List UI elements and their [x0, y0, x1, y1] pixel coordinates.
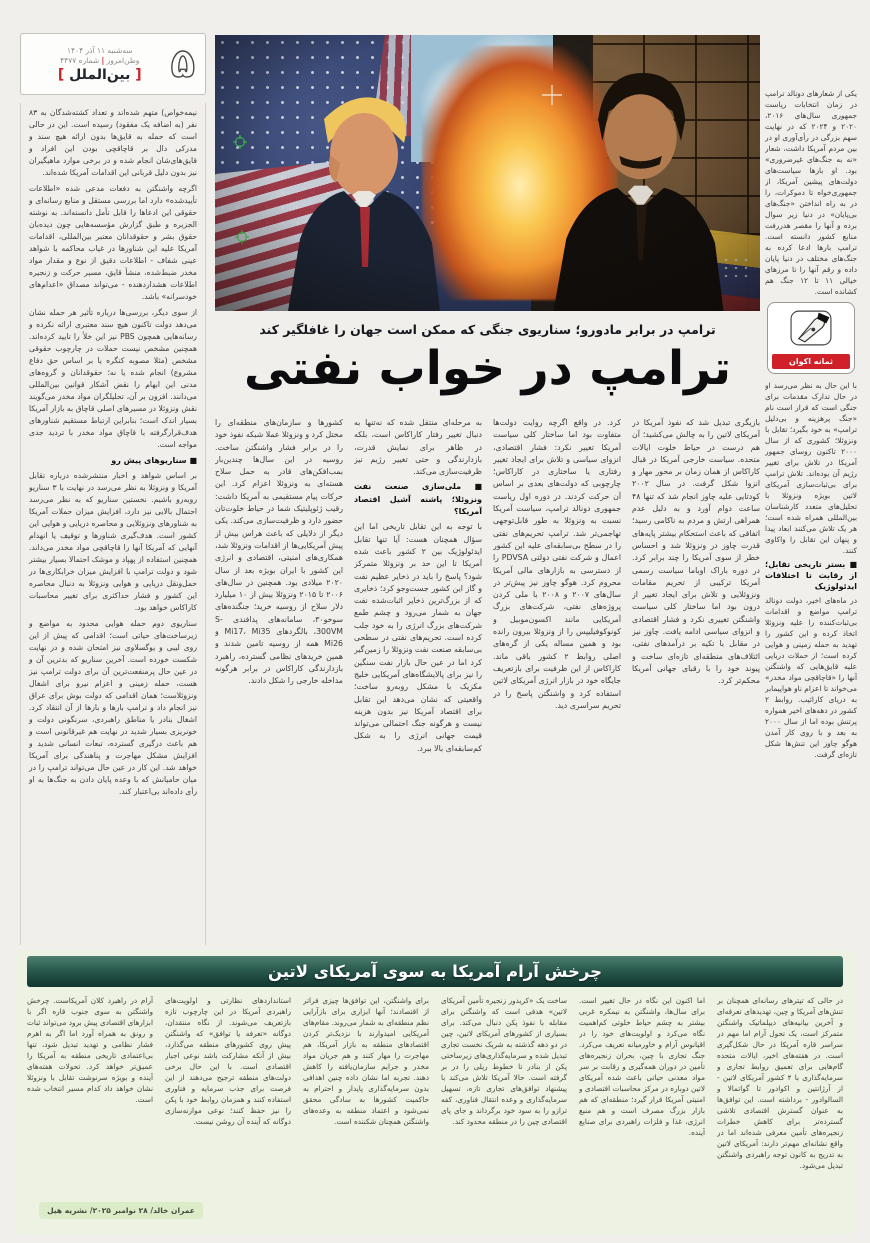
date: سه‌شنبه ۱۱ آذر ۱۴۰۴ — [67, 45, 133, 55]
bottom-article-title: چرخش آرام آمریکا به سوی آمریکای لاتین — [27, 956, 843, 987]
issue-line — [29, 56, 171, 65]
rail-paragraph: یکی از شعارهای دونالد ترامپ در زمان انتخابات ریاست جمهوری سال‌های ۲۰۱۶، ۲۰۲۰ و ۲۰۲۴ که در نهایت سهم بزرگی در رأی‌آوری او در بین مردم آمریکا داشت، شعار «نه به جنگ‌های غیرضروری» بود. او بارها سیاست‌های دولت‌های پیشین آمریکا، از جمهوری‌خواه تا دموکرات، را در به راه انداختن «جنگ‌های بی‌پایان» در دنیا زیر سوال برده و آنها را مقصر هدررفت منابع کشور دانسته است. ترامپ بارها ادعا کرده به جنگ‌های مختلف در دنیا پایان داده و رقم آنها را تا مرزهای خیالی ۱۱ تا ۱۲ جنگ هم کشانده است. — [765, 89, 857, 296]
article-column-2 — [493, 417, 621, 945]
bottom-column-2: اما اکنون این نگاه در حال تغییر است. برای سال‌ها، واشنگتن به نیمکره غربی بیشتر به چشم حیاط خلوتی کم‌اهمیت نگاه می‌کرد و اولویت‌های خود را در اقیانوس آرام و خاورمیانه تعریف می‌کرد. جنگ تجاری با چین، بحران زنجیره‌های تأمین در دوران همه‌گیری و رقابت بر سر مواد معدنی حیاتی باعث شده آمریکای لاتین دوباره در مرکز محاسبات اقتصادی و امنیتی آمریکا قرار گیرد؛ منطقه‌ای که هم بازار بزرگ مصرف است و هم منبع انرژی، غذا و فلزات راهبردی برای صنایع آینده. — [579, 996, 705, 1137]
sidebar-paragraph: اگرچه واشنگتن به دفعات مدعی شده «اطلاعات تأییدشده» دارد اما بررسی مستقل و منابع رسانه‌ای و حقوقی این ادعاها را قابل تأمل دانسته‌اند. به نوشته الجزیره و طبق گزارش مؤسسه‌هایی چون دیده‌بان حقوق بشر و حقوقدانان معتبر بین‌المللی، اقدامات آمریکا علیه این شناورها در غیاب محاکمه با شواهد عینی شفاف - اطلاعات دقیق از نوع و مقدار مواد مخدر ضبط‌شده، منشأ قایق، مسیر حرکت و زنجیره اطلاعات هشداردهنده - می‌تواند مصداق «اعدام‌های خودسرانه» باشد. — [29, 184, 197, 301]
lead-photo — [215, 35, 760, 311]
sidebar-subhead: ■ سناریوهای پیش رو — [111, 456, 197, 465]
sidebar-paragraph: نیمه‌خواص) متهم شده‌اند و تعداد کشته‌شدگان به ۸۳ نفر (به اضافه یک مفقود) رسیده است. این در حالی است که حمله به قایق‌ها بدون ارائه هیچ سند و مدرکی دال بر قاچاقچی بودن این افراد و قایق‌های‌شان انجام شده و در برخی موارد ماهیگیران نیز بدون دلیل قربانی این اقدامات آمریکا شده‌اند. — [29, 108, 197, 177]
bottom-column-6: آرام در راهبرد کلان آمریکاست. چرخش واشنگتن به سوی جنوب قاره اگر با ابزارهای اقتصادی پیش برود می‌تواند ثبات و رونق به همراه آورد اما اگر به اهرم فشار نظامی و تهدید تبدیل شود، تنها بی‌اعتمادی تاریخی منطقه به آمریکا را عمیق‌تر خواهد کرد. تحولات هفته‌های آینده و بویژه سرنوشت تقابل با ونزوئلا نشان خواهد داد کدام مسیر انتخاب شده است. — [27, 996, 153, 1104]
kicker: ترامپ در برابر مادورو؛ سناریوی جنگی که ممکن است جهان را غافلگیر کند — [259, 322, 716, 337]
sidebar-paragraph: از سوی دیگر، بررسی‌ها درباره تأثیر هر حمله نشان می‌دهد دولت تاکنون هیچ سند معتبری ارائه نکرده و رسانه‌هایی همچون PBS نیز این خلأ را تایید کرده‌اند. همچنین مشخص نیست حملات در چارچوب حقوقی مشخص (مثلا مصوبه کنگره یا بر اساس حق دفاع مشروع) انجام شده یا نه؛ حقوقدانان و گروه‌های مدنی این ابهام را نقض آشکار قوانین بین‌المللی می‌دانند. افزون بر آن، تحلیلگران مواد مخدر می‌گویند نقش ونزوئلا در مسیرهای اصلی قاچاق به بازار آمریکا بسیار اندک است؛ بنابراین ارتباط مستقیم شناورهای هدف‌قرارگرفته با قاچاق مواد مخدر با تردید جدی مواجه است. — [29, 308, 197, 449]
article-column-1 — [632, 417, 760, 945]
body-subhead: ■ ملی‌سازی صنعت نفت ونزوئلا؛ پاشنه آشیل اقتصاد آمریکا؟ — [354, 482, 482, 517]
masthead-meta — [29, 46, 171, 83]
byline: عمران خالد/ ۲۸ نوامبر ۲۰۲۵/ نشریه هیل — [39, 1202, 203, 1219]
body-paragraph: با توجه به این تقابل تاریخی اما این سؤال همچنان هست: آیا تنها تقابل ایدئولوژیک بین ۲ کشور باعث شده آمریکا تا این حد بر ونزوئلا متمرکز شود؟ پاسخ را باید در ذخایر عظیم نفت و گاز این کشور جست‌وجو کرد؛ ذخایری که از بزرگ‌ترین ذخایر اثبات‌شده نفت جهان به شمار می‌رود و چشم طمع شرکت‌های بزرگ انرژی را به خود جلب کرده است. تحریم‌های نفتی در سطحی بی‌سابقه صنعت نفت ونزوئلا را زمین‌گیر کرد اما در عین حال بازار نفت سنگین را نیز برای پالایشگاه‌های آمریکایی خلیج مکزیک با مشکل روبه‌رو ساخت؛ واقعیتی که نشان می‌دهد این تقابل برای اقتصاد آمریکا نیز بدون هزینه نیست و هرگونه جنگ احتمالی می‌تواند قیمت جهانی انرژی را به شکل کم‌سابقه‌ای بالا ببرد. — [354, 522, 482, 753]
body-paragraph: کرد. در واقع اگرچه روایت دولت‌ها متفاوت بود اما ساختار کلی سیاست آمریکا تغییر نکرد: فشار اقتصادی، انزوای سیاسی و تلاش برای ایجاد تغییر رفتاری یا ساختاری در کاراکاس؛ چارچوبی که دولت‌های بعدی بر اساس آن حرکت کردند. در دوره اول ریاست جمهوری دونالد ترامپ، سیاست آمریکا نسبت به ونزوئلا به طور قابل‌توجهی تهاجمی‌تر شد. ترامپ تحریم‌های نفتی را در سطح بی‌سابقه‌ای علیه این کشور اعمال و شرکت نفتی دولتی PDVSA را از دسترسی به بازارهای مالی آمریکا محروم کرد. هوگو چاوز نیز پیش‌تر در سال‌های ۲۰۰۷ و ۲۰۰۸ با ملی کردن پروژه‌های نفتی، شرکت‌های بزرگ آمریکایی مانند اکسون‌موبیل و کونوکوفیلیپس را از ونزوئلا بیرون رانده بود و همین مساله یکی از گره‌های اصلی روابط ۲ کشور باقی ماند. کاراکاس از این ظرفیت برای بازتعریف جایگاه خود در بازار انرژی آمریکای لاتین استفاده کرد و واشنگتن پاسخ را در تحریم سراسری دید. — [493, 418, 621, 710]
sidebar-paragraph: بر اساس شواهد و اخبار منتشرشده درباره تقابل آمریکا و ونزوئلا به نظر می‌رسد در نهایت با ۳ سناریو روبه‌رو باشیم. نخستین سناریو که به نظر می‌رسد احتمال بالایی نیز دارد، افزایش میزان حملات آمریکا به شناورهای ونزوئلایی و محاصره دریایی و هوایی این کشور است. هدف‌گیری شناورها و توقیف یا انهدام آنهایی که آمریکا آنها را قاچاقچی مواد مخدر می‌داند. همچنین استفاده از پهپاد و موشک احتمالا بسیار بیشتر شود و دولت ترامپ با افزایش میزان خرابکاری‌ها در حمل‌ونقل دریایی و هوایی ونزوئلا به دنبال محاصره این کشور و فشار حداکثری برای تغییر محاسبات کاراکاس خواهد بود. — [29, 471, 198, 612]
article-column-4 — [215, 417, 343, 945]
page-number: ۵ — [170, 41, 195, 87]
bracket-open: [ — [135, 66, 142, 83]
masthead — [20, 33, 206, 95]
body-paragraph: بازیگری تبدیل شد که نفوذ آمریکا در آمریکای لاتین را به چالش می‌کشید؛ آن هم درست در حیاط خلوت ایالات متحده. سیاست خارجی آمریکا در قبال کاراکاس از همان زمان بر محور مهار و انزوا شکل گرفت. در سال ۲۰۰۲ کودتایی علیه چاوز انجام شد که تنها ۴۸ ساعت دوام آورد و به دلیل عدم همراهی ارتش و مردم به ناکامی رسید؛ اتفاقی که باعث استحکام بیشتر پایه‌های قدرت چاوز در ونزوئلا شد و احساس خطر از سوی آمریکا را چند برابر کرد. در دوره باراک اوباما سیاست رسمی آمریکا ترکیبی از تحریم مقامات ونزوئلایی و تلاش برای ایجاد تغییر از درون بود اما ساختار کلی سیاست واشنگتن تغییری نکرد و فشار اقتصادی و انزوای سیاسی ادامه یافت. چاوز نیز در مقابل با تکیه بر درآمدهای نفتی، ائتلاف‌های منطقه‌ای تازه‌ای ساخت و پیوند خود را با رقبای جهانی آمریکا محکم‌تر کرد. — [632, 418, 760, 686]
section-name: بین‌الملل — [69, 66, 131, 83]
sidebar-paragraph: سناریوی دوم حمله هوایی محدود به مواضع و زیرساخت‌های حیاتی است؛ اقدامی که پیش از این روی لیبی و یوگسلاوی نیز امتحان شده و در نهایت شکست خورده است. آخرین سناریو که بدترین آن و در عین حال پرمنفعت‌ترین آن برای دولت ترامپ نیز هست، حمله زمینی و اعزام نیرو برای اشغال ونزوئلاست؛ همان اقدامی که دولت بوش برای عراق نیز انجام داد و ترامپ بارها و بارها از آن انتقاد کرد. اشغال بنادر یا مناطق راهبردی، سرنگونی دولت و خونریزی بسیار شدید در نهایت هم غیرقانونی است و هم باعث درگیری گسترده، تبعات انسانی شدید و افزایش مشکل مهاجرت و پناهندگی برای آمریکا خواهد شد. این کار در عین حال می‌تواند ترامپ را در میان حامیانش که با وعده پایان دادن به جنگ‌ها به او رأی داده‌اند بی‌اعتبار کند. — [29, 619, 197, 796]
bracket-close: ] — [57, 66, 65, 83]
bottom-column-4: برای واشنگتن، این توافق‌ها چیزی فراتر از اقتصادند؛ آنها ابزاری برای بازآرایی نظم منطقه‌ای به شمار می‌روند. مقام‌های آمریکایی امیدوارند با نزدیک‌تر کردن اقتصادهای منطقه به بازار آمریکا، هم مهاجرت را مهار کنند و هم جریان مواد مخدر و جرایم سازمان‌یافته را کاهش دهند. تجربه اما نشان داده چنین اهدافی بدون سرمایه‌گذاری پایدار و احترام به حاکمیت کشورها به سادگی محقق نمی‌شود و اعتماد منطقه به وعده‌های واشنگتن همچنان شکننده است. — [303, 996, 429, 1126]
rail-column — [765, 88, 857, 945]
bottom-article-panel — [15, 950, 855, 1235]
article-column-3 — [354, 417, 482, 945]
divider: | — [101, 55, 105, 65]
headline: ترامپ در خواب نفتی — [243, 341, 731, 396]
body-paragraph: کشورها و سازمان‌های منطقه‌ای را مختل کرد و ونزوئلا عملا شبکه نفوذ خود را در برابر فشار واشنگتن ساخت. روسیه در این سال‌ها چندین‌بار بمب‌افکن‌های قادر به حمل سلاح هسته‌ای به ونزوئلا اعزام کرد. این حرکات پیام مستقیمی به آمریکا داشت: رقیب ژئوپلیتیک شما در حیاط خلوت‌تان حضور دارد و ظرفیت‌سازی می‌کند. یکی دیگر از دلایلی که باعث هراس بیش از پیش آمریکایی‌ها از اقدامات ونزوئلا شد، همکاری‌های امنیتی، اقتصادی و انرژی این کشور با ایران بویژه بعد از سال ۲۰۲۰ میلادی بود. همچنین در سال‌های ۲۰۰۶ تا ۲۰۱۵ ونزوئلا بیش از ۱۰ میلیارد دلار سلاح از روسیه خرید؛ جنگنده‌های سوخو۳۰، سامانه‌های پدافندی S-300VM، بالگردهای Mi17، Mi35 و Mi26 همه از روسیه تامین شدند و همین خریدهای نظامی گسترده، راهبرد بازدارندگی کاراکاس در برابر هرگونه مداخله خارجی را شکل دادند. — [215, 418, 343, 686]
photo-vignette — [215, 35, 760, 311]
rail-paragraph: در ماه‌های اخیر، دولت دونالد ترامپ مواضع و اقدامات بی‌ثبات‌کننده را علیه ونزوئلا اتخاذ کرده و این کشور را تهدید به حمله زمینی و هوایی کرده است؛ از حملات دریایی علیه قایق‌هایی که واشنگتن آنها را «قاچاقچی مواد مخدر» می‌خواند تا اعزام ناو هواپیمابر به دریای کارائیب. روابط ۲ کشور در دهه‌های اخیر همواره پرتنش بوده اما از سال ۲۰۰۰ به بعد و با روی کار آمدن هوگو چاوز این تنش‌ها شکل تازه‌ای گرفت. — [765, 596, 857, 759]
paper-name: وطن‌امروز — [106, 55, 140, 65]
rail-paragraph: با این حال به نظر می‌رسد او در حال تدارک مقدمات برای جنگی است که قرار است نام «جنگ پرهزینه و بی‌دلیل ترامپ» به خود بگیرد؛ تقابل با ونزوئلا؛ کشوری که از سال ۲۰۰۰ تاکنون روسای جمهور آمریکا در تلاش برای تغییر رژیم آن بوده‌اند. تلاش ترامپ برای بی‌ثبات‌سازی آمریکای لاتین بویژه ونزوئلا با تحلیل‌های متعدد کارشناسان بین‌المللی همراه شده است؛ هر یک تلاش می‌کنند ابعاد پیدا و پنهان این تقابل را واکاوی کنند. — [765, 381, 857, 555]
rail-subhead: ■ بستر تاریخی تقابل؛ از رقابت تا اختلافات ایدئولوژیک — [765, 560, 857, 591]
bottom-column-3: ساخت یک «کریدور زنجیره تأمین آمریکای لاتین» هدفی است که واشنگتن برای مقابله با نفوذ پکن دنبال می‌کند. برای بسیاری از کشورهای آمریکای لاتین، چین در دو دهه گذشته به شریک نخست تجاری تبدیل شده و سرمایه‌گذاری‌های زیرساختی پکن از بنادر تا خطوط ریلی را در بر گرفته است. حالا آمریکا تلاش می‌کند با پیشنهاد توافق‌های تجاری تازه، تسهیل سرمایه‌گذاری و وعده انتقال فناوری، کفه ترازو را به سود خود برگرداند و جای پای اقتصادی چین را در منطقه محدود کند. — [441, 996, 567, 1126]
sidebar-column — [20, 103, 206, 945]
author-name: ثمانه اکوان — [772, 354, 850, 369]
bottom-article-body — [27, 995, 843, 1217]
pen-nib-icon — [788, 308, 834, 348]
bottom-column-1: در حالی که تیترهای رسانه‌ای همچنان بر تنش‌های آمریکا و چین، تهدیدهای تعرفه‌ای و آخرین بیانیه‌های دیپلماتیک واشنگتن متمرکز است، یک تحول آرام اما مهم در سراسر قاره آمریکا در حال شکل‌گیری است. در هفته‌های اخیر، ایالات متحده گام‌هایی برای تعمیق روابط تجاری و سرمایه‌گذاری با ۴ کشور آمریکای لاتین - از آرژانتین و اکوادور تا گواتمالا و السالوادور - برداشته است. این توافق‌ها به عنوان گسترش اقتصادی تلاشی گسترده‌تر برای کاهش خطرات زنجیره‌های تأمین معرفی شده‌اند اما در واقع نشانه‌ای مهم‌تر دارند: آمریکای لاتین به تدریج به کانون توجه راهبردی واشنگتن تبدیل می‌شود. — [717, 996, 843, 1170]
issue-number: شماره ۴۴۷۷ — [60, 55, 100, 65]
article-body — [215, 417, 760, 945]
body-paragraph: به مرحله‌ای منتقل شده که نه‌تنها به دنبال تغییر رفتار کاراکاس است، بلکه در ظاهر برای نمایش قدرت، بازدارندگی و حتی تغییر رژیم نیز ظرفیت‌سازی می‌کند. — [354, 418, 482, 477]
section-label — [29, 67, 171, 83]
author-box — [767, 302, 855, 374]
bottom-column-5: استانداردهای نظارتی و اولویت‌های راهبردی آمریکا در این چارچوب تازه بازتعریف می‌شوند. از نگاه منتقدان، دوگانه «تعرفه یا توافق» که واشنگتن پیش روی کشورهای منطقه می‌گذارد، بیش از آنکه مشارکت باشد نوعی اجبار اقتصادی است. با این حال برخی دولت‌های منطقه ترجیح می‌دهند از این فرصت برای جذب سرمایه و فناوری استفاده کنند و همزمان روابط خود با پکن را نیز حفظ کنند؛ نوعی موازنه‌سازی دوگانه که آینده آن روشن نیست. — [165, 996, 291, 1126]
